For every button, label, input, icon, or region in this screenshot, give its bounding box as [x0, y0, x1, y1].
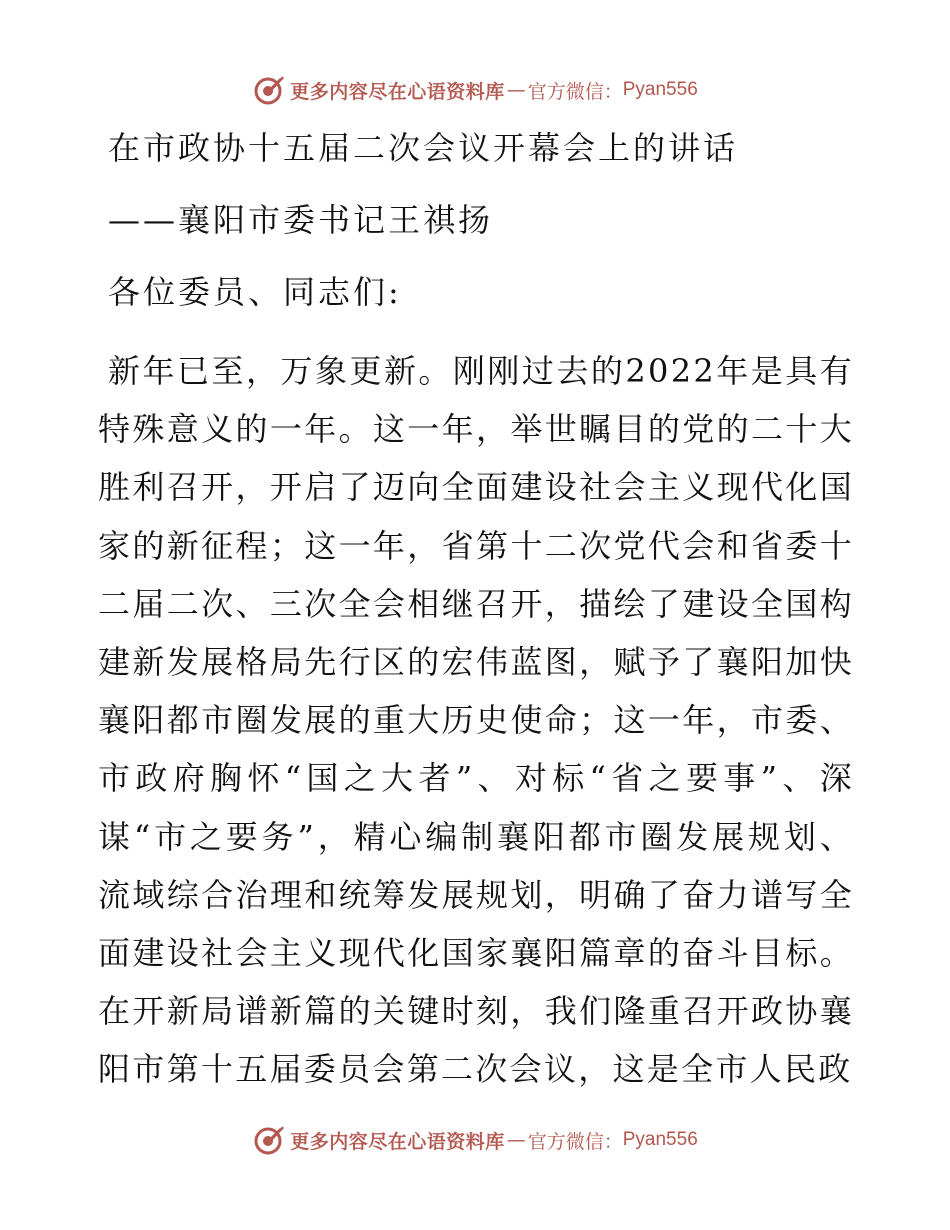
header-banner [0, 70, 950, 110]
banner-separator: — [506, 79, 526, 101]
paragraph: 新年已至，万象更新。刚刚过去的2022年是具有特殊意义的一年。这一年，举世瞩目的党的二十大胜利召开，开启了迈向全面建设社会主义现代化国家的新征程；这一年，省第十二次党代会和省委十二届二次、三次全会相继召开，描绘了建设全国构建新发展格局先行区的宏伟蓝图，赋予了襄阳加快襄阳都市圈发展的重大历史使命；这一年，市委、市政府胸怀“国之大者”、对标“省之要事”、深谋“市之要务”，精心编制襄阳都市圈发展规划、流域综合治理和统筹发展规划，明确了奋力谱写全面建设社会主义现代化国家襄阳篇章的奋斗目标。在开新局谱新篇的关键时刻，我们隆重召开政协襄阳市第十五届委员会第二次会议，这是全市人民政 [98, 352, 854, 1089]
banner-brand-text: 更多内容尽在心语资料库 [290, 80, 505, 103]
banner-wechat-id: Pyan556 [622, 79, 698, 100]
document-author: ——襄阳市委书记王祺扬 [108, 201, 494, 239]
banner-wechat-id: Pyan556 [622, 1129, 698, 1150]
banner-separator: — [506, 1129, 526, 1151]
quill-logo-icon [252, 73, 286, 107]
document-body [98, 120, 854, 1099]
salutation: 各位委员、同志们: [108, 273, 402, 311]
footer-banner [0, 1120, 950, 1160]
banner-brand-text: 更多内容尽在心语资料库 [290, 1130, 505, 1153]
banner-official-label: 官方微信： [527, 1130, 623, 1153]
page-title: 在市政协十五届二次会议开幕会上的讲话 [108, 129, 739, 167]
banner-official-label: 官方微信： [527, 80, 623, 103]
quill-logo-icon [252, 1123, 286, 1157]
